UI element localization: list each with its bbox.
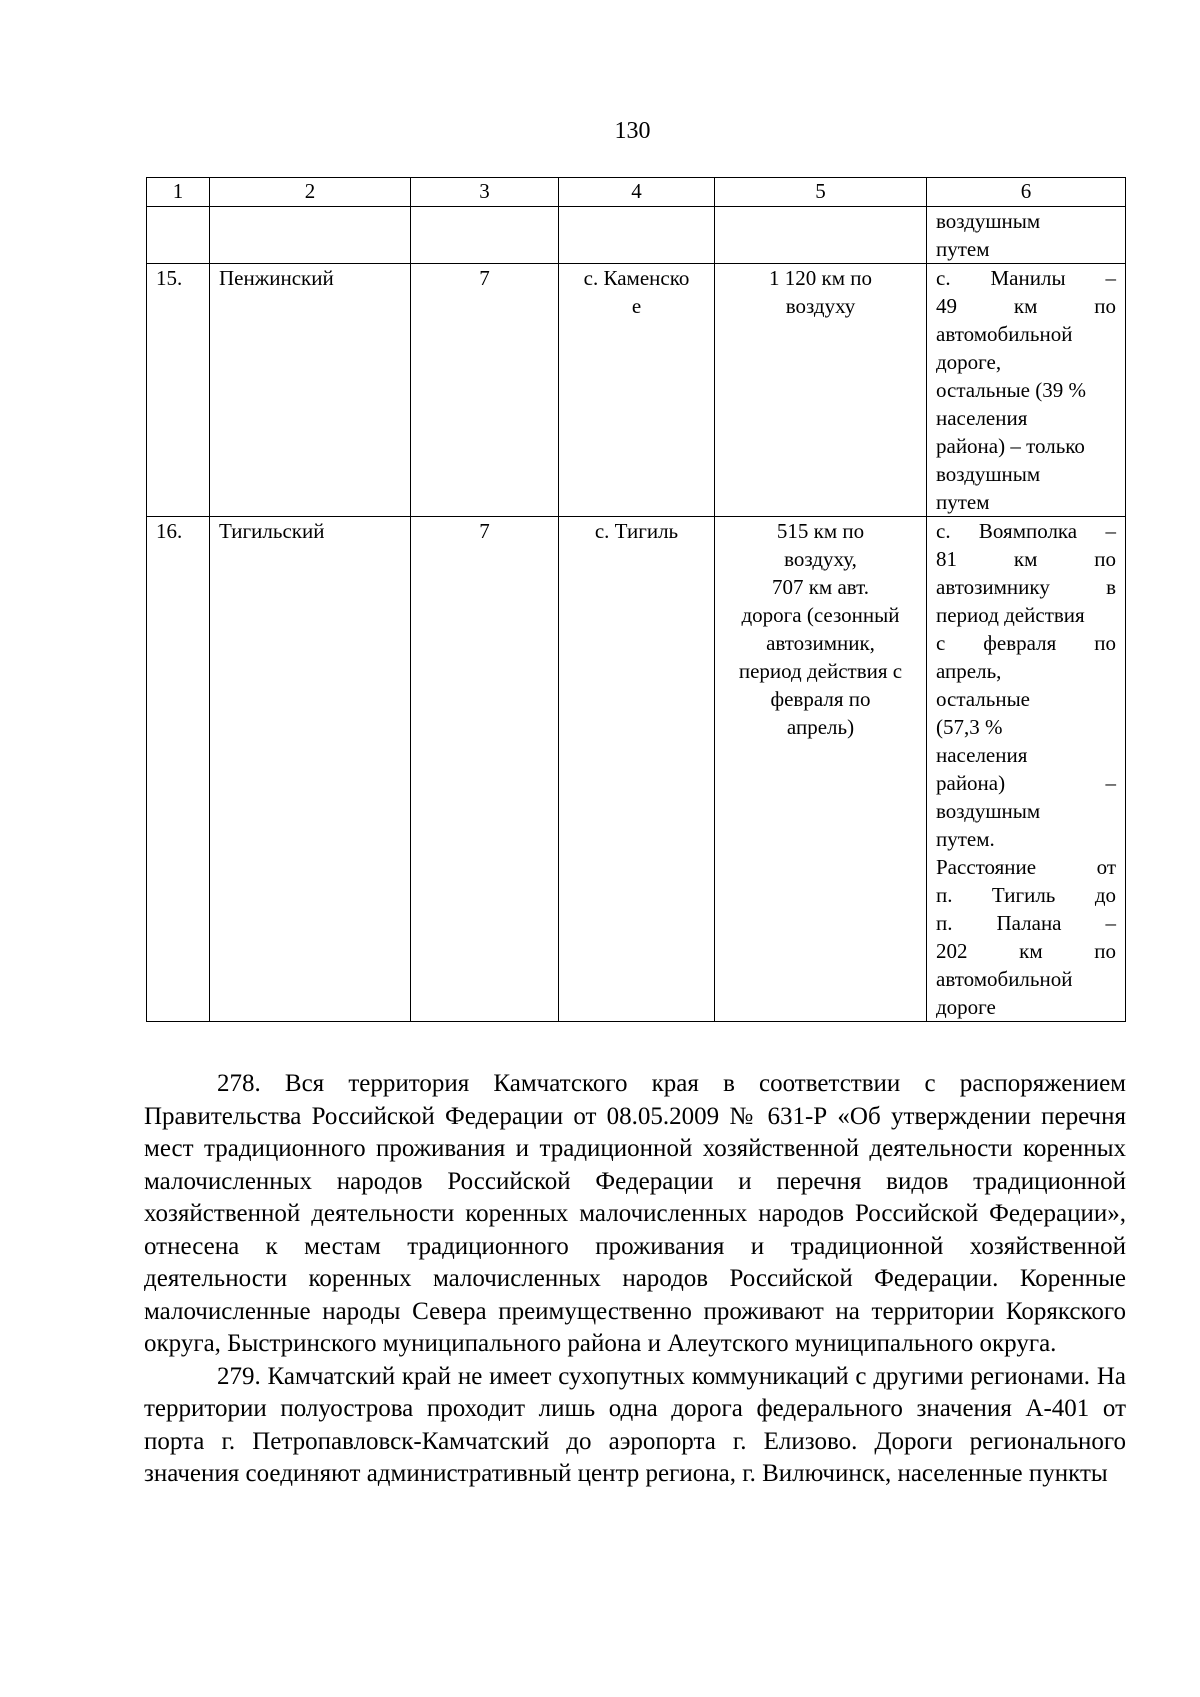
cell-line: февраля по	[770, 687, 871, 711]
cell-line: (57,3 %	[936, 715, 1003, 739]
cell-line: с. Каменско	[583, 266, 690, 290]
cell-line: 1 120 км по	[769, 266, 872, 290]
admin-center	[559, 517, 715, 1022]
cell-line: с. Манилы –	[936, 266, 1116, 290]
admin-center	[559, 264, 715, 517]
row-number: 16.	[147, 517, 210, 1022]
access-cell	[927, 517, 1126, 1022]
cell-line: воздуху	[785, 294, 856, 318]
cell-line: воздуху,	[784, 547, 857, 571]
column-header: 2	[210, 178, 411, 207]
cell-line: период действия с	[738, 659, 903, 683]
cell-line: п. Тигиль до	[936, 883, 1116, 907]
cell-line: населения	[936, 406, 1028, 430]
cell-line: района) –	[936, 771, 1116, 795]
column-header: 4	[559, 178, 715, 207]
cell-line: 81 км по	[936, 547, 1116, 571]
cell-line: остальные	[936, 687, 1031, 711]
districts-table	[146, 177, 1126, 1022]
settlement-count: 7	[411, 517, 559, 1022]
table-continuation-row	[147, 207, 1126, 264]
cell-line: воздушным	[936, 209, 1041, 233]
cell-line: района) – только	[936, 434, 1085, 458]
cell-line: дороге	[936, 995, 996, 1019]
column-header: 6	[927, 178, 1126, 207]
cell-line: остальные (39 %	[936, 378, 1086, 402]
paragraph-278: 278. Вся территория Камчатского края в соответствии с распоряжением Правительства Российской Федерации от 08.05.2009 № 631-Р «Об утверждении перечня мест традиционного проживания и традиционной хозяйственной деятельности коренных малочисленных народов Российской Федерации и перечня видов традиционной хозяйственной деятельности коренных малочисленных народов Российской Федерации», отнесена к местам традиционного проживания и традиционной хозяйственной деятельности коренных малочисленных народов Российской Федерации. Коренные малочисленные народы Севера преимущественно проживают на территории Корякского округа, Быстринского муниципального района и Алеутского муниципального округа.	[144, 1070, 1126, 1357]
access-cell	[927, 207, 1126, 264]
cell-line: путем	[936, 237, 990, 261]
cell-line: автомобильной	[936, 322, 1073, 346]
distance	[715, 264, 927, 517]
page-number: 130	[614, 118, 651, 144]
body-text	[144, 1068, 1126, 1491]
cell-line: с. Тигиль	[594, 519, 679, 543]
cell-line: автозимнику в	[936, 575, 1116, 599]
cell-line: 707 км авт.	[771, 575, 870, 599]
cell-line: путем	[936, 490, 990, 514]
column-header: 5	[715, 178, 927, 207]
cell-line: автозимник,	[766, 631, 875, 655]
column-header: 3	[411, 178, 559, 207]
access-cell	[927, 264, 1126, 517]
cell-line: 515 км по	[776, 519, 865, 543]
cell-line: п. Палана –	[936, 911, 1116, 935]
cell-line: апрель,	[936, 659, 1002, 683]
column-header: 1	[147, 178, 210, 207]
table-header-row	[147, 178, 1126, 207]
cell-line: с февраля по	[936, 631, 1116, 655]
cell-line: населения	[936, 743, 1028, 767]
cell-line: с. Воямполка –	[936, 519, 1116, 543]
paragraph-279: 279. Камчатский край не имеет сухопутных коммуникаций с другими регионами. На территории полуострова проходит лишь одна дорога федерального значения А-401 от порта г. Петропавловск-Камчатский до аэропорта г. Елизово. Дороги регионального значения соединяют административный центр региона, г. Вилючинск, населенные пункты	[144, 1362, 1126, 1487]
distance	[715, 517, 927, 1022]
cell-line: дорога (сезонный	[741, 603, 900, 627]
cell-line: дороге,	[936, 350, 1002, 374]
cell-line: воздушным	[936, 462, 1041, 486]
district-name: Пенжинский	[210, 264, 411, 517]
table-row	[147, 264, 1126, 517]
cell-line: апрель)	[786, 715, 855, 739]
cell-line: 49 км по	[936, 294, 1116, 318]
row-number: 15.	[147, 264, 210, 517]
cell-line: автомобильной	[936, 967, 1073, 991]
cell-line: 202 км по	[936, 939, 1116, 963]
cell-line: Расстояние от	[936, 855, 1116, 879]
settlement-count: 7	[411, 264, 559, 517]
cell-line: путем.	[936, 827, 995, 851]
district-name: Тигильский	[210, 517, 411, 1022]
cell-line: воздушным	[936, 799, 1041, 823]
cell-line: е	[631, 294, 642, 318]
table-row	[147, 517, 1126, 1022]
cell-line: период действия	[936, 603, 1085, 627]
